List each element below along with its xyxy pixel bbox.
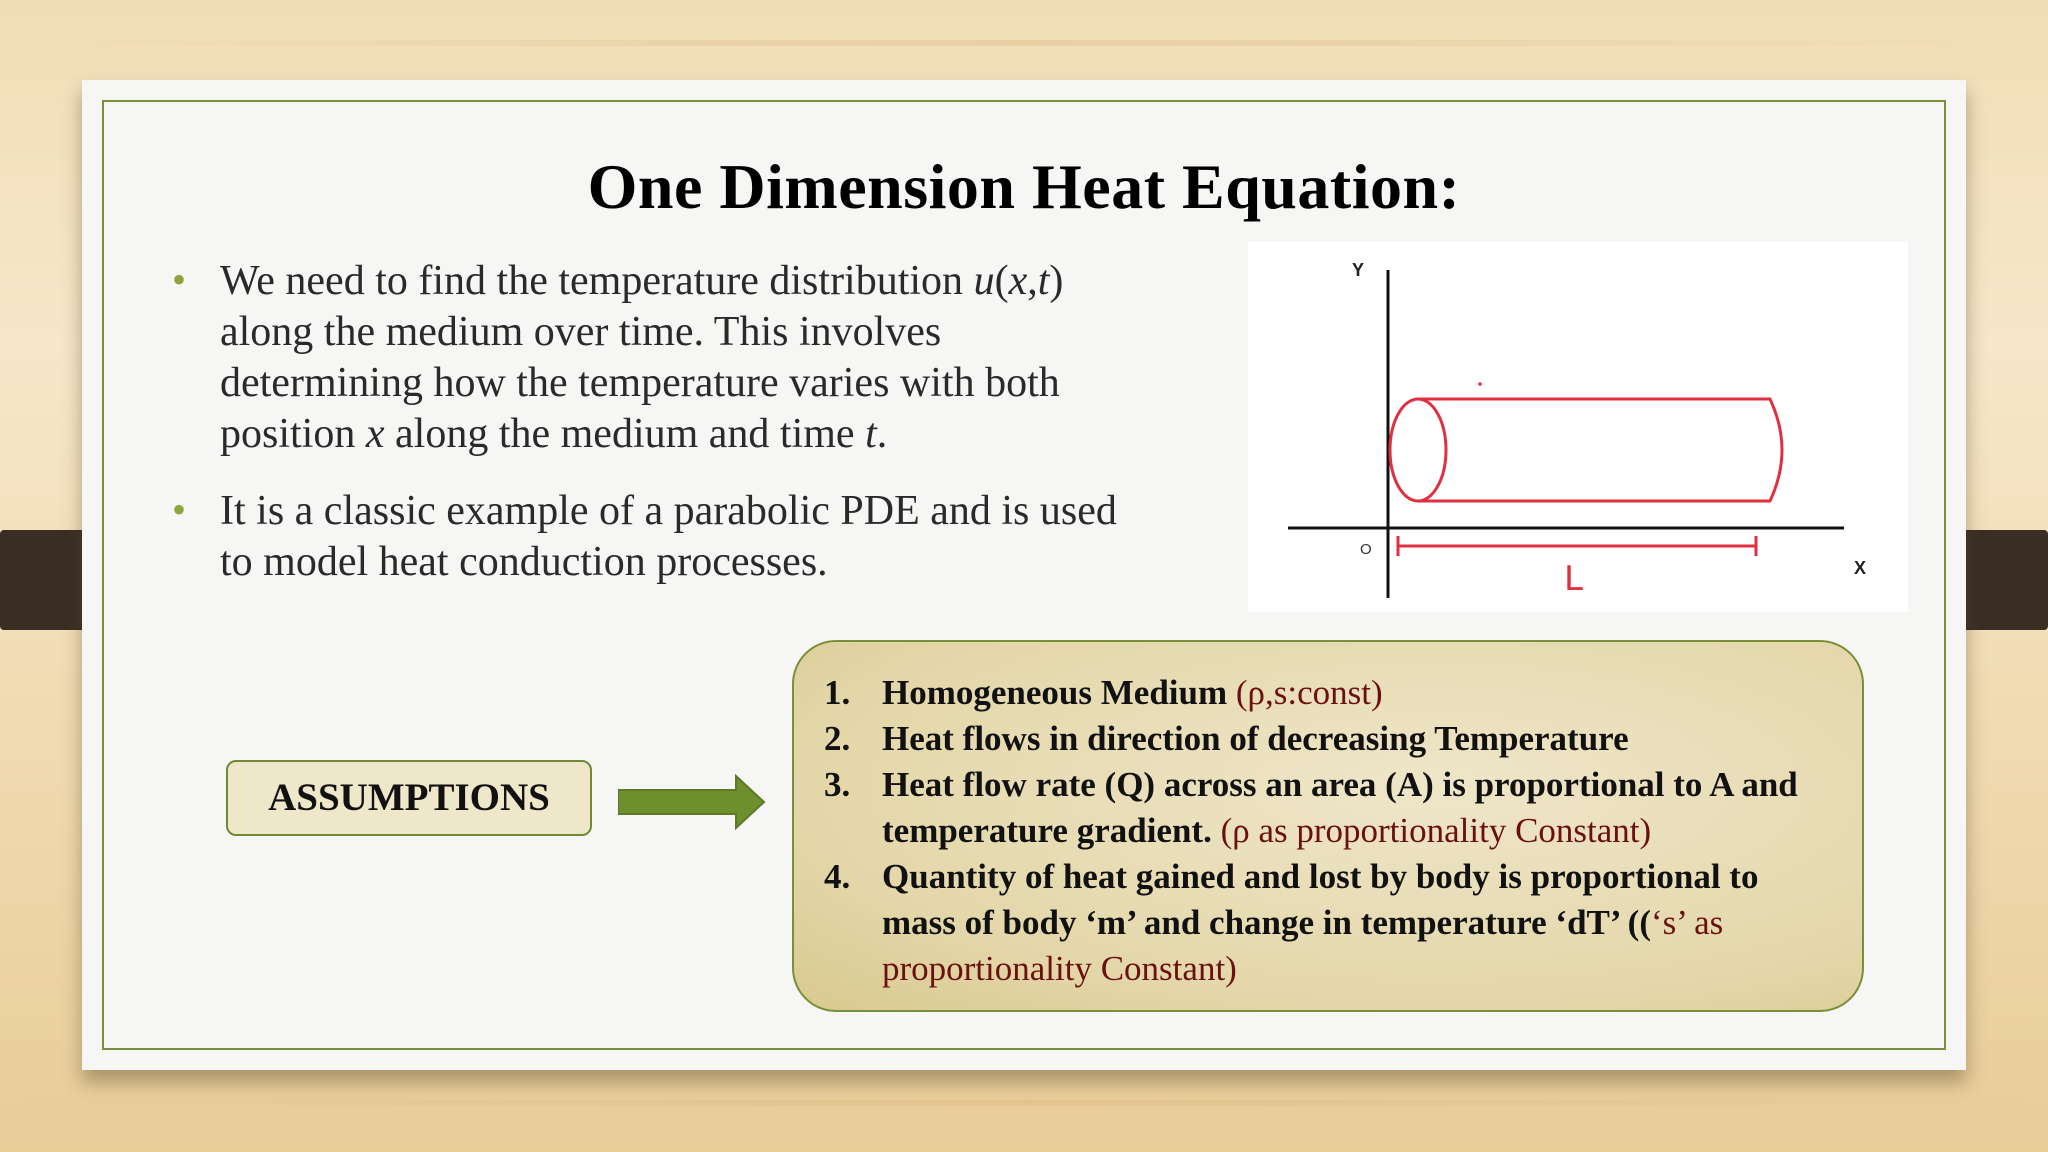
math-t: t: [1037, 258, 1050, 304]
rod-diagram: [1248, 242, 1908, 612]
bullet-item: [172, 256, 1322, 460]
assumption-plain-text: (ρ as proportionality Constant): [1220, 811, 1652, 850]
assumption-number: 1.: [824, 673, 851, 712]
assumptions-list: [824, 670, 1832, 992]
bullet-list: [172, 256, 1322, 614]
assumption-plain-text: (ρ,s:const): [1235, 673, 1383, 712]
x-axis-label: X: [1854, 558, 1867, 578]
assumption-bold-text: Heat flows in direction of decreasing Temperature: [882, 719, 1629, 758]
bullet-text: [220, 486, 1322, 588]
assumption-number: 2.: [824, 719, 851, 758]
math-x: x: [365, 411, 385, 457]
assumptions-label-box: ASSUMPTIONS: [226, 760, 592, 836]
bullet-line: determining how the temperature varies with both: [220, 360, 1060, 406]
length-dimension: [1398, 536, 1756, 556]
bullet-item: [172, 486, 1322, 588]
slide: [82, 80, 1966, 1070]
bullet-dot-icon: •: [172, 487, 187, 532]
cylinder-shape: [1390, 399, 1782, 501]
math-t: t: [865, 411, 877, 457]
assumption-bold-text: Homogeneous Medium: [882, 673, 1236, 712]
bullet-line: We need to find the temperature distribution: [220, 258, 974, 304]
ink-dot: [1478, 382, 1482, 386]
assumption-item: [824, 670, 1832, 716]
bullet-dot-icon: •: [172, 257, 187, 302]
math-u: u: [973, 258, 995, 304]
bullet-line: .: [876, 411, 888, 457]
assumptions-list-box: [792, 640, 1864, 1012]
bullet-line: position: [220, 411, 366, 457]
assumption-number: 4.: [824, 857, 851, 896]
assumption-item: [824, 762, 1832, 854]
assumption-bold-text: Quantity of heat gained and lost by body is proportional to mass of body ‘m’ and change in temperature ‘dT’ ((: [882, 857, 1759, 942]
slide-title: One Dimension Heat Equation:: [587, 151, 1461, 222]
assumption-number: 3.: [824, 765, 851, 804]
math-x: x: [1008, 258, 1028, 304]
assumption-plain-text: ‘s’ as proportionality Constant): [882, 903, 1724, 988]
bullet-line: It is a classic example of a parabolic PDE and is used: [220, 488, 1117, 534]
y-axis-label: Y: [1352, 260, 1365, 280]
assumption-item: [824, 854, 1832, 992]
rod-diagram-svg: [1248, 242, 1908, 612]
assumption-bold-text: Heat flow rate (Q) across an area (A) is proportional to A and temperature gradient.: [882, 765, 1798, 850]
length-label: L: [1564, 559, 1583, 599]
origin-label: O: [1360, 541, 1372, 558]
assumption-item: [824, 716, 1832, 762]
bullet-text: We need to find the temperature distribution u(x,t) along the medium over time. This involves determining how the temperature varies with both position x along the medium and time t.: [220, 258, 1064, 457]
bullet-line: to model heat conduction processes.: [220, 539, 828, 585]
bullet-line: along the medium and time: [384, 411, 866, 457]
bullet-line: along the medium over time. This involves: [220, 309, 942, 355]
right-arrow-icon: [618, 774, 766, 830]
